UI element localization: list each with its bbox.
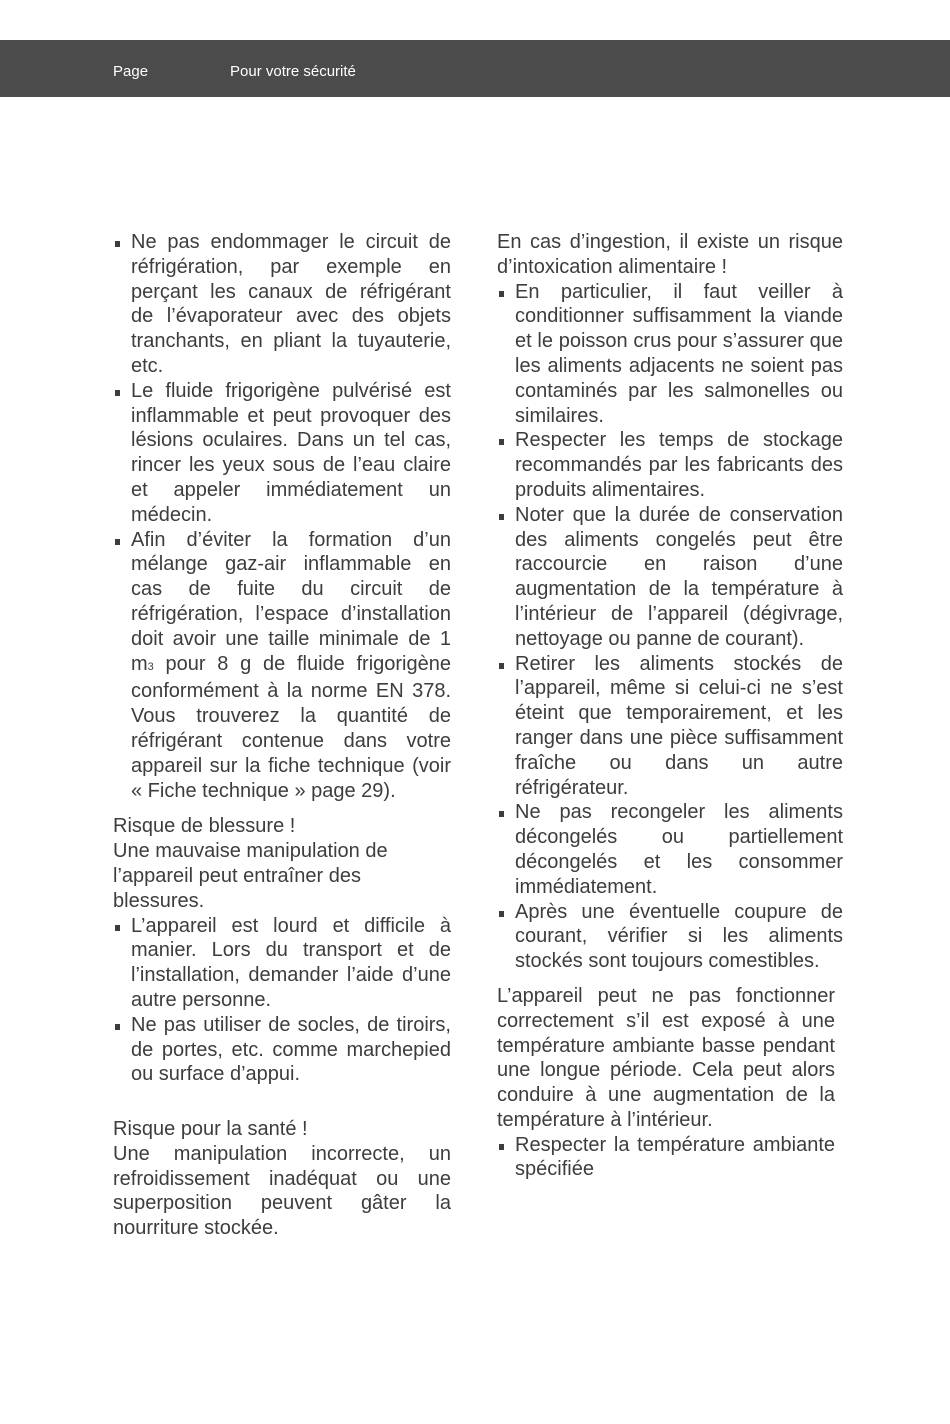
page-label: Page bbox=[113, 63, 149, 80]
list-item: En particulier, il faut veiller à conditionner suffisamment la viande et le poisson crus pour s’assurer que les aliments adjacents ne soient pas contaminés par les salmonelles ou similaires. bbox=[497, 280, 843, 429]
injury-text: Une mauvaise manipulation de l’appareil peut entraîner des blessures. bbox=[113, 840, 388, 912]
refrigerant-warnings-list bbox=[113, 230, 451, 803]
installation-space-text: Afin d’éviter la formation d’un mélange gaz-air inflammable en cas de fuite du circuit de réfrigération, l’espace d’installation doit avoir une taille minimale de 1 m bbox=[131, 528, 451, 675]
list-item: L’appareil est lourd et difficile à manier. Lors du transport et de l’installation, demander l’aide d’une autre personne. bbox=[113, 914, 451, 1013]
list-item bbox=[113, 528, 451, 804]
list-item: Respecter la température ambiante spécifiée bbox=[497, 1133, 835, 1183]
page-header bbox=[0, 40, 950, 97]
injury-heading: Risque de blessure ! bbox=[113, 815, 296, 838]
list-item: Ne pas recongeler les aliments décongelés ou partiellement décongelés et les consommer immédiatement. bbox=[497, 800, 843, 899]
list-item: Ne pas endommager le circuit de réfrigération, par exemple en perçant les canaux de réfrigérant de l’évaporateur avec des objets tranchants, en pliant la tuyauterie, etc. bbox=[113, 230, 451, 379]
injury-warnings-list bbox=[113, 914, 451, 1088]
unit-exponent: 3 bbox=[147, 660, 154, 673]
ambient-temperature-text: L’appareil peut ne pas fonctionner correctement s’il est exposé à une température ambiante basse pendant une longue période. Cela peut alors conduire à une augmentation de la température à l’intérieur. bbox=[497, 984, 835, 1131]
health-heading: Risque pour la santé ! bbox=[113, 1118, 308, 1141]
food-safety-list bbox=[497, 280, 843, 974]
list-item: Retirer les aliments stockés de l’appareil, même si celui-ci ne s’est éteint que temporairement, et les ranger dans une pièce suffisamment fraîche ou dans un autre réfrigérateur. bbox=[497, 652, 843, 801]
right-column bbox=[497, 230, 843, 1182]
list-item: Après une éventuelle coupure de courant, vérifier si les aliments stockés sont toujours comestibles. bbox=[497, 900, 843, 974]
left-column bbox=[113, 230, 451, 1241]
ambient-list bbox=[497, 1133, 835, 1183]
list-item: Le fluide frigorigène pulvérisé est inflammable et peut provoquer des lésions oculaires. Dans un tel cas, rincer les yeux sous de l’eau claire et appeler immédiatement un médecin. bbox=[113, 379, 451, 528]
ingestion-intro: En cas d’ingestion, il existe un risque d’intoxication alimentaire ! bbox=[497, 231, 843, 278]
list-item: Noter que la durée de conservation des aliments congelés peut être raccourcie en raison d’une augmentation de la température à l’intérieur de l’appareil (dégivrage, nettoyage ou panne de courant). bbox=[497, 503, 843, 652]
list-item: Respecter les temps de stockage recommandés par les fabricants des produits alimentaires. bbox=[497, 428, 843, 502]
list-item: Ne pas utiliser de socles, de tiroirs, de portes, etc. comme marchepied ou surface d’appui. bbox=[113, 1013, 451, 1087]
health-text: Une manipulation incorrecte, un refroidissement inadéquat ou une superposition peuvent gâter la nourriture stockée. bbox=[113, 1142, 451, 1240]
section-title: Pour votre sécurité bbox=[230, 63, 356, 80]
installation-space-text-cont: pour 8 g de fluide frigorigène conformément à la norme EN 378. Vous trouverez la quantité de réfrigérant contenue dans votre appareil sur la fiche technique (voir « Fiche technique » page 29). bbox=[131, 652, 451, 802]
